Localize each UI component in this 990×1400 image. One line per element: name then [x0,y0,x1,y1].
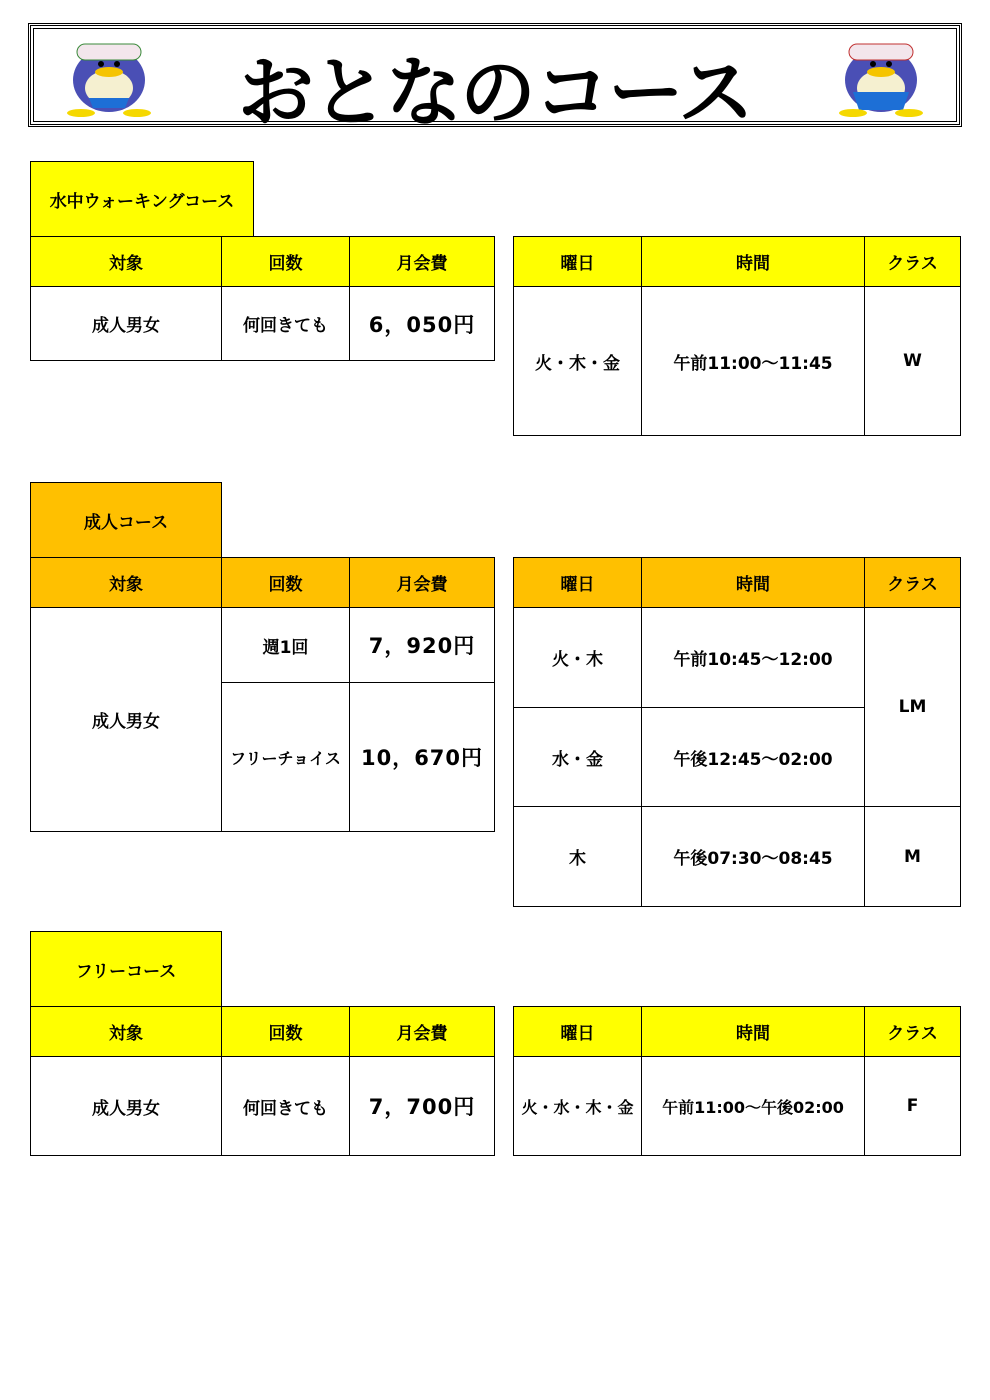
time-cell: 午前11:00～午後02:00 [641,1056,865,1156]
day-cell: 水・金 [513,707,642,807]
fee-cell: 6，050円 [349,286,495,361]
day-cell: 木 [513,806,642,907]
header-target: 対象 [30,1006,222,1057]
count-cell: 週1回 [221,607,350,683]
class-cell: F [864,1056,961,1156]
header-fee: 月会費 [349,1006,495,1057]
time-cell: 午前11:00～11:45 [641,286,865,436]
time-cell: 午前10:45～12:00 [641,607,865,708]
header-class: クラス [864,1006,961,1057]
header-day: 曜日 [513,1006,642,1057]
fee-cell: 7，700円 [349,1056,495,1156]
count-cell: 何回きても [221,286,350,361]
header-target: 対象 [30,557,222,608]
target-cell: 成人男女 [30,1056,222,1156]
day-cell: 火・木・金 [513,286,642,436]
header-fee: 月会費 [349,236,495,287]
target-cell: 成人男女 [30,607,222,832]
header-time: 時間 [641,236,865,287]
header-class: クラス [864,557,961,608]
header-count: 回数 [221,236,350,287]
title-banner [28,23,962,137]
time-cell: 午後12:45～02:00 [641,707,865,807]
class-cell: M [864,806,961,907]
header-time: 時間 [641,557,865,608]
header-target: 対象 [30,236,222,287]
fee-cell: 7，920円 [349,607,495,683]
target-cell: 成人男女 [30,286,222,361]
header-count: 回数 [221,1006,350,1057]
course-title-free: フリーコース [30,931,222,1007]
day-cell: 火・木 [513,607,642,708]
header-day: 曜日 [513,236,642,287]
fee-cell: 10，670円 [349,682,495,832]
class-cell: W [864,286,961,436]
count-cell: 何回きても [221,1056,350,1156]
time-cell: 午後07:30～08:45 [641,806,865,907]
penguin-mascot-icon [833,36,929,118]
header-day: 曜日 [513,557,642,608]
count-cell: フリーチョイス [221,682,350,832]
header-class: クラス [864,236,961,287]
header-count: 回数 [221,557,350,608]
class-cell: LM [864,607,961,807]
header-time: 時間 [641,1006,865,1057]
header-fee: 月会費 [349,557,495,608]
course-title-water-walking: 水中ウォーキングコース [30,161,254,237]
page-title: おとなのコース [237,48,753,137]
day-cell: 火・水・木・金 [513,1056,642,1156]
course-title-adult: 成人コース [30,482,222,558]
